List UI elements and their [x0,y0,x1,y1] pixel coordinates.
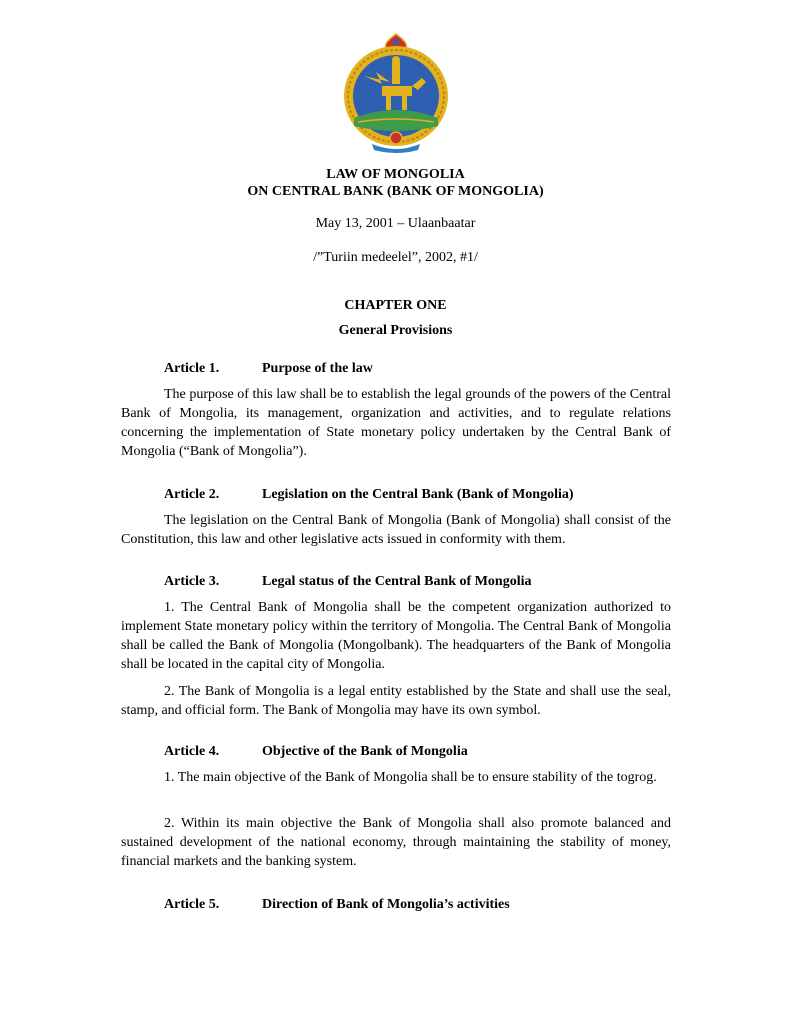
article-title: Direction of Bank of Mongolia’s activities [262,897,510,912]
article-paragraph: The purpose of this law shall be to establish the legal grounds of the powers of the Central Bank of Mongolia, its management, organization and activities, and to regulate relations concerning the implementation of State monetary policy undertaken by the Central Bank of Mongolia (“Bank of Mongolia”). [121,387,671,459]
article-paragraph: 2. The Bank of Mongolia is a legal entity established by the State and shall use the seal, stamp, and official form. The Bank of Mongolia may have its own symbol. [121,684,671,718]
article-heading [164,486,574,503]
article-paragraph: 2. Within its main objective the Bank of Mongolia shall also promote balanced and sustained development of the national economy, through maintaining the stability of money, financial markets and the banking system. [121,816,671,869]
publication-reference: /”Turiin medeelel”, 2002, #1/ [313,250,478,265]
chapter-subtitle: General Provisions [338,323,453,338]
article-paragraph: The legislation on the Central Bank of Mongolia (Bank of Mongolia) shall consist of the Constitution, this law and other legislative acts issued in conformity with them. [121,513,671,547]
date-place: May 13, 2001 – Ulaanbaatar [315,216,476,231]
article-title: Purpose of the law [262,361,373,376]
article-number: Article 5. [164,897,220,912]
article-paragraph: 1. The Central Bank of Mongolia shall be the competent organization authorized to implement State monetary policy within the territory of Mongolia. The Central Bank of Mongolia shall be called the Bank of Mongolia (Mongolbank). The headquarters of the Bank of Mongolia shall be located in the capital city of Mongolia. [121,600,671,672]
article-number: Article 3. [164,574,220,589]
chapter-title: CHAPTER ONE [344,298,447,313]
article-number: Article 1. [164,361,220,376]
article-heading [164,360,373,377]
article-title: Objective of the Bank of Mongolia [262,744,468,759]
article-paragraph: 1. The main objective of the Bank of Mongolia shall be to ensure stability of the togrog. [164,770,657,785]
article-heading [164,573,532,590]
article-number: Article 4. [164,744,220,759]
article-heading [164,896,510,913]
law-title-line1: LAW OF MONGOLIA [326,167,465,182]
law-title-line2: ON CENTRAL BANK (BANK OF MONGOLIA) [247,184,544,199]
article-title: Legislation on the Central Bank (Bank of Mongolia) [262,487,574,502]
article-title: Legal status of the Central Bank of Mongolia [262,574,532,589]
article-heading [164,743,468,760]
state-emblem-icon [342,32,450,156]
article-number: Article 2. [164,487,220,502]
